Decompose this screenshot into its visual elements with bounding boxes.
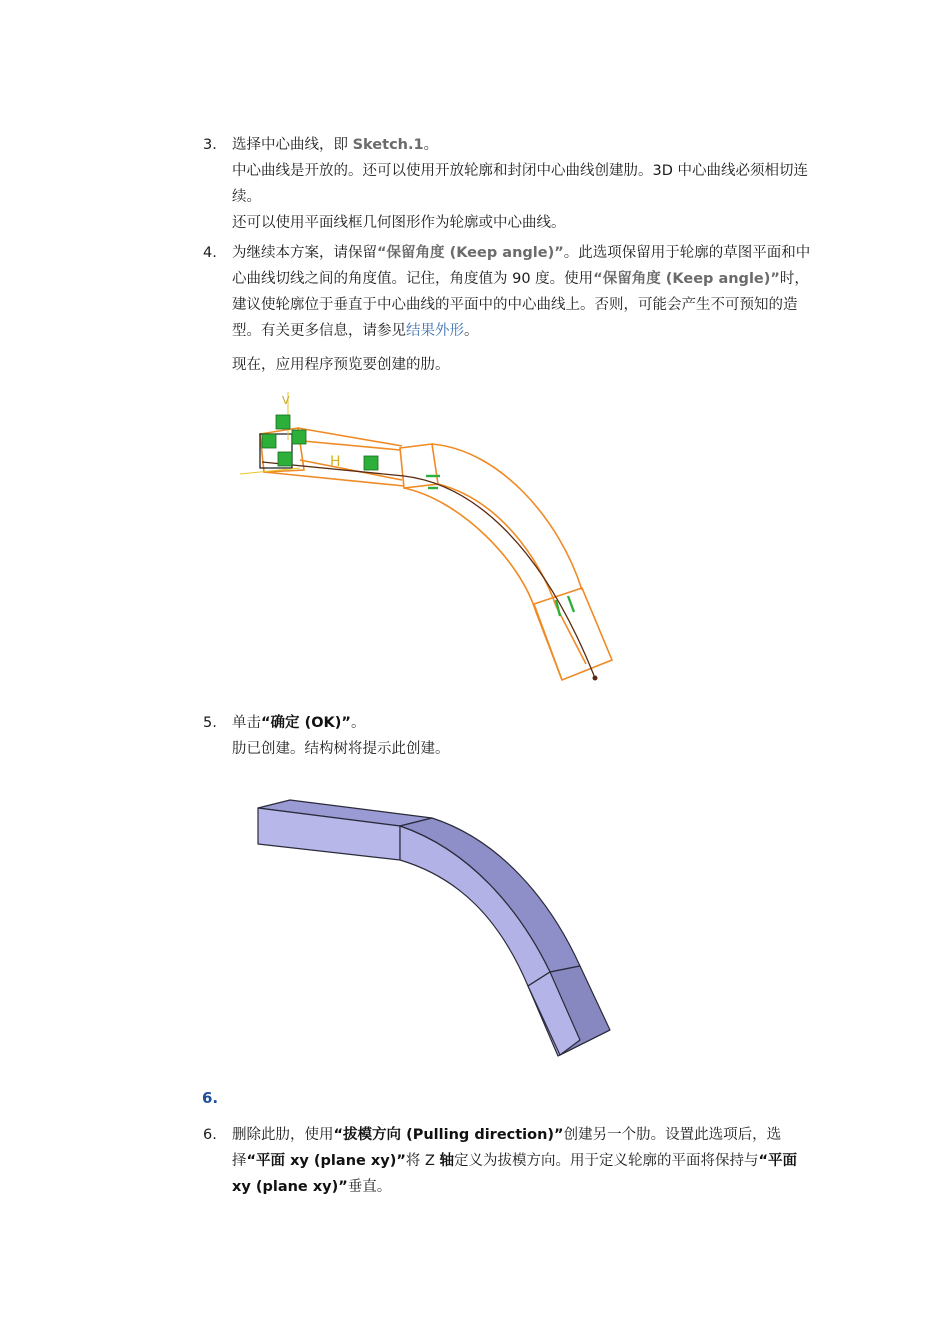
step-5 [203, 710, 813, 762]
step-3-instruction: 选择中心曲线，即 Sketch.1。 [232, 137, 439, 153]
pulling-direction-option: “拔模方向 (Pulling direction)” [333, 1127, 564, 1143]
h-axis-label: H [330, 454, 341, 470]
axis-word: 轴 [439, 1153, 455, 1169]
rib-solid [258, 800, 610, 1056]
step-6 [203, 1122, 813, 1200]
section-heading-6: 6. [202, 1089, 219, 1107]
step-4-note: 现在，应用程序预览要创建的肋。 [232, 357, 450, 373]
step-number: 4. [203, 245, 217, 261]
rib-preview-figure [235, 388, 625, 688]
v-axis-label: V [282, 394, 290, 407]
step-4-instruction: 为继续本方案，请保留“保留角度 (Keep angle)”。此选项保留用于轮廓的草图平面和中心曲线切线之间的角度值。记住，角度值为 90 度。使用“保留角度 (Keep angle)”时，建议使轮廓位于垂直于中心曲线的平面中的中心曲线上。否则，可能会产生不可预知的造型。有关更多信息，请参见结果外形。 [232, 245, 811, 339]
center-curve [262, 462, 595, 678]
step-6-instruction: 删除此肋，使用“拔模方向 (Pulling direction)”创建另一个肋。设置此选项后，选择“平面 xy (plane xy)”将 Z 轴定义为拔模方向。用于定义轮廓的平面将保持与“平面 xy (plane xy)”垂直。 [232, 1127, 798, 1195]
rib-wireframe [260, 428, 612, 680]
plane-xy-option: “平面 xy (plane xy)” [246, 1153, 406, 1169]
step-4 [203, 240, 813, 378]
step-number: 6. [203, 1127, 217, 1143]
constraint-icon [262, 434, 276, 448]
step-number: 3. [203, 137, 217, 153]
plane-xy-option: “平面 xy (plane xy)” [232, 1153, 798, 1195]
keep-angle-option: “保留角度 (Keep angle)” [593, 271, 780, 287]
result-shape-link[interactable]: 结果外形 [406, 323, 464, 339]
curve-endpoint [593, 676, 598, 681]
step-5-instruction: 单击“确定 (OK)”。 [232, 715, 366, 731]
rib-result-figure [250, 795, 620, 1065]
constraint-icon [276, 415, 290, 429]
constraint-icon [278, 452, 292, 466]
constraint-icon [292, 430, 306, 444]
step-3 [203, 132, 813, 236]
keep-angle-option: “保留角度 (Keep angle)” [377, 245, 564, 261]
step-5-note: 肋已创建。结构树将提示此创建。 [232, 741, 450, 757]
step-number: 5. [203, 715, 217, 731]
sketch-name: Sketch.1 [352, 137, 424, 153]
ok-button-reference: “确定 (OK)” [261, 715, 351, 731]
constraint-icon [364, 456, 378, 470]
step-3-note: 中心曲线是开放的。还可以使用开放轮廓和封闭中心曲线创建肋。3D 中心曲线必须相切连续。 [232, 163, 808, 205]
step-3-note-2: 还可以使用平面线框几何图形作为轮廓或中心曲线。 [232, 215, 566, 231]
